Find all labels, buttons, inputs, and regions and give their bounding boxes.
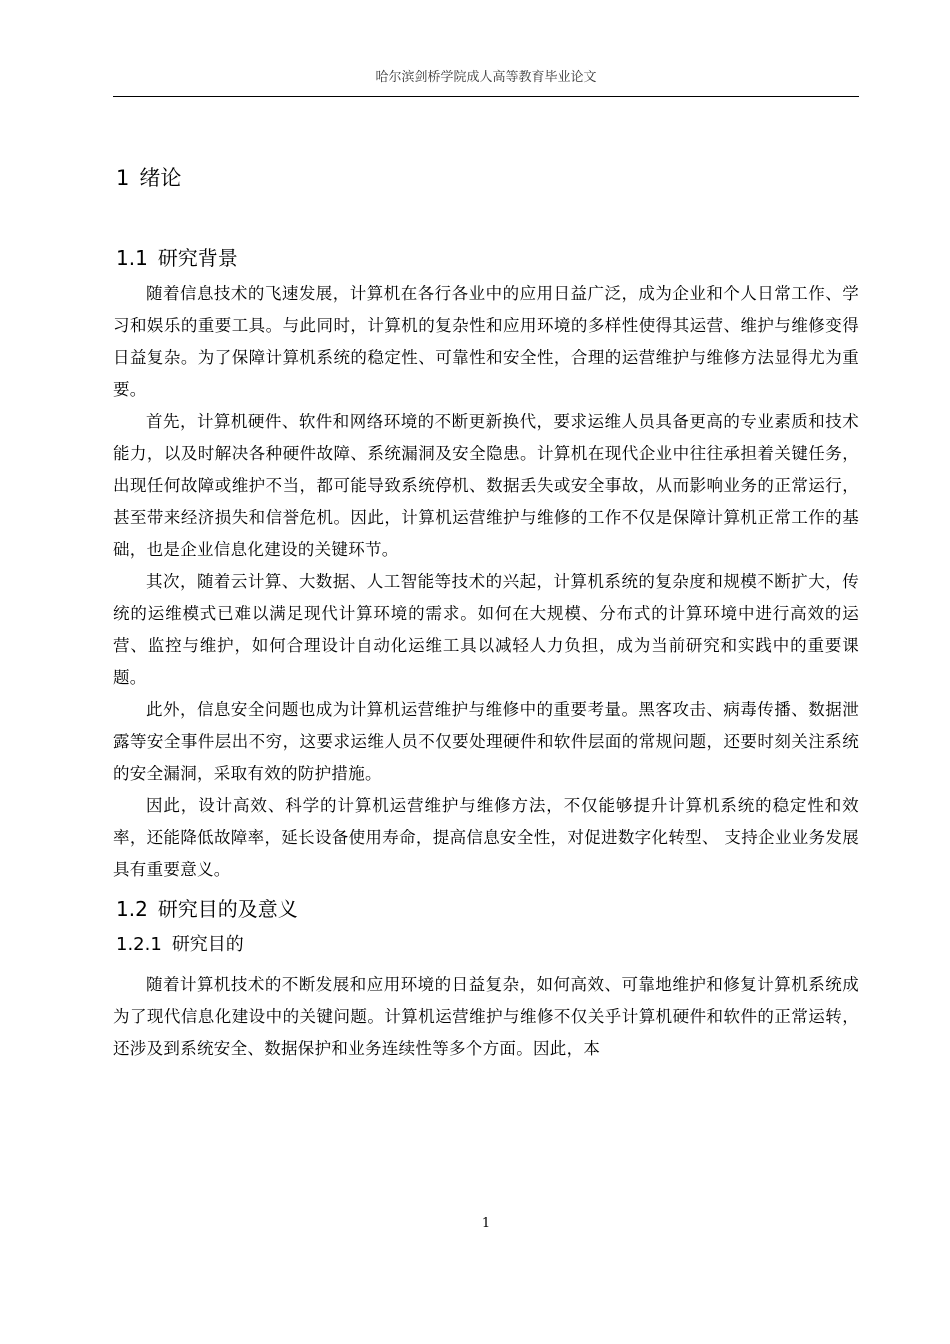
subsection-number: 1.2.1	[116, 934, 162, 955]
paragraph: 其次，随着云计算、大数据、人工智能等技术的兴起，计算机系统的复杂度和规模不断扩大，传统的运维模式已难以满足现代计算环境的需求。如何在大规模、分布式的计算环境中进行高效的运营、监控与维护，如何合理设计自动化运维工具以减轻人力负担，成为当前研究和实践中的重要课题。	[113, 572, 859, 687]
section-title: 研究目的及意义	[157, 897, 298, 921]
paragraph: 首先，计算机硬件、软件和网络环境的不断更新换代，要求运维人员具备更高的专业素质和技术能力，以及时解决各种硬件故障、系统漏洞及安全隐患。计算机在现代企业中往往承担着关键任务，出现任何故障或维护不当，都可能导致系统停机、数据丢失或安全事故，从而影响业务的正常运行，甚至带来经济损失和信誉危机。因此，计算机运营维护与维修的工作不仅是保障计算机正常工作的基础，也是企业信息化建设的关键环节。	[113, 412, 859, 559]
chapter-title: 绪论	[139, 166, 182, 190]
header-divider	[113, 96, 859, 97]
chapter-heading	[116, 160, 859, 196]
page-header: 哈尔滨剑桥学院成人高等教育毕业论文	[375, 70, 597, 85]
subsection-title: 研究目的	[171, 934, 244, 955]
paragraph: 此外，信息安全问题也成为计算机运营维护与维修中的重要考量。黑客攻击、病毒传播、数据泄露等安全事件层出不穷，这要求运维人员不仅要处理硬件和软件层面的常规问题，还要时刻关注系统的安全漏洞，采取有效的防护措施。	[113, 700, 859, 783]
section-title: 研究背景	[157, 246, 238, 270]
section-heading-1-1	[116, 241, 859, 275]
document-body	[113, 160, 859, 1065]
section-number: 1.1	[116, 246, 148, 270]
paragraph: 随着信息技术的飞速发展，计算机在各行各业中的应用日益广泛，成为企业和个人日常工作、学习和娱乐的重要工具。与此同时，计算机的复杂性和应用环境的多样性使得其运营、维护与维修变得日益复杂。为了保障计算机系统的稳定性、可靠性和安全性，合理的运营维护与维修方法显得尤为重要。	[113, 284, 859, 399]
section-number: 1.2	[116, 897, 148, 921]
paragraph: 随着计算机技术的不断发展和应用环境的日益复杂，如何高效、可靠地维护和修复计算机系统成为了现代信息化建设中的关键问题。计算机运营维护与维修不仅关乎计算机硬件和软件的正常运转，还涉及到系统安全、数据保护和业务连续性等多个方面。因此，本	[113, 975, 859, 1058]
paragraph: 因此，设计高效、科学的计算机运营维护与维修方法，不仅能够提升计算机系统的稳定性和效率，还能降低故障率，延长设备使用寿命，提高信息安全性，对促进数字化转型、 支持企业业务发展具有重要意义。	[113, 796, 859, 879]
section-heading-1-2	[116, 892, 859, 926]
subsection-heading-1-2-1	[116, 929, 859, 961]
page-number: 1	[481, 1216, 491, 1231]
chapter-number: 1	[116, 166, 130, 190]
